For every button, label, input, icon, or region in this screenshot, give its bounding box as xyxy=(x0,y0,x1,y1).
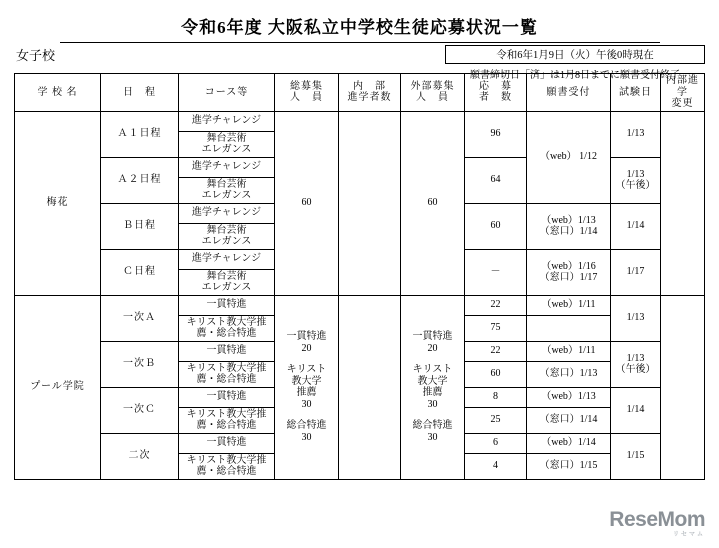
course-cell xyxy=(179,131,275,157)
change-baika xyxy=(661,111,705,295)
col-internal xyxy=(339,74,401,112)
col-applicants-line1: 応 募 xyxy=(479,80,512,92)
school-name-pool: プール学院 xyxy=(15,295,101,479)
course-line2: エレガンス xyxy=(201,190,252,201)
course-line1: キリスト教大学推 xyxy=(186,454,267,466)
col-internal-line2: 進学者数 xyxy=(347,92,392,104)
course-cell xyxy=(179,361,275,387)
table-row xyxy=(15,295,705,315)
receipt-pool-6: （web）1/14 xyxy=(527,433,611,453)
asof-date: 令和6年1月9日（火）午後0時現在 xyxy=(445,45,705,64)
col-change-line2: 変更 xyxy=(671,98,694,109)
course-cell: 一貫特進 xyxy=(179,387,275,407)
total-pool-g1b: 20 xyxy=(301,342,312,354)
exam-1a: 1/13 xyxy=(611,295,661,341)
col-total-line2: 人 員 xyxy=(290,92,323,104)
applications-table xyxy=(14,73,705,480)
watermark xyxy=(609,508,705,538)
asof-block xyxy=(445,45,705,81)
col-external-line2: 人 員 xyxy=(416,92,449,104)
course-cell xyxy=(179,269,275,295)
course-line2: 薦・総合特進 xyxy=(196,420,257,431)
total-applicants-baika: 60 xyxy=(275,111,339,295)
ext-pool-g3a: 総合特進 xyxy=(412,420,453,431)
total-pool-g2a: キリスト xyxy=(286,364,327,375)
col-internal-line1: 内 部 xyxy=(353,80,386,92)
exam-a2-line2: （午後） xyxy=(615,180,656,191)
course-line1: キリスト教大学推 xyxy=(186,408,267,420)
receipt-pool-1: （web）1/11 xyxy=(527,295,611,315)
course-cell: 進学チャレンジ xyxy=(179,249,275,269)
applicants-a1: 96 xyxy=(465,111,527,157)
col-course: コース等 xyxy=(179,74,275,112)
schedule-2: 二次 xyxy=(101,433,179,479)
col-schedule: 日 程 xyxy=(101,74,179,112)
applicants-a2: 64 xyxy=(465,157,527,203)
course-cell xyxy=(179,453,275,479)
schedule-b: Ｂ日程 xyxy=(101,203,179,249)
receipt-pool-blank xyxy=(527,315,611,341)
asof-note: 願書締切日「済」は1月8日までに願書受付終了 xyxy=(470,70,680,81)
course-cell: 進学チャレンジ xyxy=(179,157,275,177)
school-name-baika: 梅花 xyxy=(15,111,101,295)
course-cell: 進学チャレンジ xyxy=(179,203,275,223)
ext-pool-g2a: キリスト xyxy=(412,364,453,375)
col-applicants-line2: 者 数 xyxy=(479,92,512,104)
course-line2: エレガンス xyxy=(201,144,252,155)
schedule-c: Ｃ日程 xyxy=(101,249,179,295)
gender-label: 女子校 xyxy=(16,48,56,63)
spacer xyxy=(276,410,337,420)
receipt-baika-c xyxy=(527,249,611,295)
applicants-b: 60 xyxy=(465,203,527,249)
applicants-1b-1: 22 xyxy=(465,341,527,361)
applicants-1a-2: 75 xyxy=(465,315,527,341)
total-pool-g3a: 総合特進 xyxy=(286,420,327,431)
course-cell: 一貫特進 xyxy=(179,295,275,315)
exam-1b-line1: 1/13 xyxy=(626,352,645,364)
total-pool-g1a: 一貫特進 xyxy=(286,331,327,342)
col-receipt: 願書受付 xyxy=(527,74,611,112)
receipt-baika-a: （web） 1/12 xyxy=(527,111,611,203)
ext-pool-g1a: 一貫特進 xyxy=(412,331,453,342)
course-line1: キリスト教大学推 xyxy=(186,316,267,328)
applicants-1c-1: 8 xyxy=(465,387,527,407)
internal-pool xyxy=(339,295,401,479)
spacer xyxy=(402,354,463,364)
total-pool-g2c: 推薦 xyxy=(296,387,317,398)
total-pool-g2b: 教大学 xyxy=(291,375,322,387)
ext-pool-g2b: 教大学 xyxy=(417,375,448,387)
applicants-2-1: 6 xyxy=(465,433,527,453)
course-line2: エレガンス xyxy=(201,282,252,293)
receipt-pool-7: （窓口）1/15 xyxy=(527,453,611,479)
receipt-line1: （web）1/13 xyxy=(541,214,596,226)
applicants-1b-2: 60 xyxy=(465,361,527,387)
course-line1: 舞台芸術 xyxy=(206,132,247,144)
receipt-line1: （web）1/16 xyxy=(541,260,596,272)
schedule-a1: Ａ１日程 xyxy=(101,111,179,157)
course-line1: キリスト教大学推 xyxy=(186,362,267,374)
spacer xyxy=(402,410,463,420)
ext-pool-g3b: 30 xyxy=(427,431,438,443)
receipt-pool-5: （窓口）1/14 xyxy=(527,407,611,433)
applicants-2-2: 4 xyxy=(465,453,527,479)
receipt-line2: （窓口）1/14 xyxy=(539,226,598,237)
page-title: 令和6年度 大阪私立中学校生徒応募状況一覧 xyxy=(181,18,538,37)
watermark-text: ReseMom xyxy=(609,508,705,531)
ext-pool-g2c: 推薦 xyxy=(422,387,443,398)
course-line2: 薦・総合特進 xyxy=(196,374,257,385)
exam-a2-line1: 1/13 xyxy=(626,168,645,180)
internal-baika xyxy=(339,111,401,295)
course-line1: 舞台芸術 xyxy=(206,270,247,282)
col-external-line1: 外部募集 xyxy=(410,80,455,92)
receipt-line2: （窓口）1/17 xyxy=(539,272,598,283)
course-cell: 一貫特進 xyxy=(179,341,275,361)
col-total-line1: 総募集 xyxy=(290,80,323,92)
exam-a2 xyxy=(611,157,661,203)
receipt-pool-2: （web）1/11 xyxy=(527,341,611,361)
exam-c: 1/17 xyxy=(611,249,661,295)
table-row xyxy=(15,111,705,131)
receipt-pool-4: （web）1/13 xyxy=(527,387,611,407)
col-exam-date: 試験日 xyxy=(611,74,661,112)
applicants-1c-2: 25 xyxy=(465,407,527,433)
schedule-1c: 一次Ｃ xyxy=(101,387,179,433)
course-cell xyxy=(179,177,275,203)
external-pool xyxy=(401,295,465,479)
ext-pool-g1b: 20 xyxy=(427,342,438,354)
applicants-1a-1: 22 xyxy=(465,295,527,315)
schedule-1b: 一次Ｂ xyxy=(101,341,179,387)
spacer xyxy=(276,354,337,364)
exam-b: 1/14 xyxy=(611,203,661,249)
course-cell xyxy=(179,407,275,433)
exam-2: 1/15 xyxy=(611,433,661,479)
change-pool xyxy=(661,295,705,479)
ext-pool-g2d: 30 xyxy=(427,398,438,410)
col-total xyxy=(275,74,339,112)
course-cell: 一貫特進 xyxy=(179,433,275,453)
watermark-sub: リセマム xyxy=(673,532,705,538)
course-line2: エレガンス xyxy=(201,236,252,247)
course-cell xyxy=(179,315,275,341)
external-baika: 60 xyxy=(401,111,465,295)
total-pool-g3b: 30 xyxy=(301,431,312,443)
exam-1c: 1/14 xyxy=(611,387,661,433)
exam-a1: 1/13 xyxy=(611,111,661,157)
asof-area xyxy=(0,43,719,81)
applicants-c: － xyxy=(465,249,527,295)
schedule-1a: 一次Ａ xyxy=(101,295,179,341)
receipt-pool-3: （窓口）1/13 xyxy=(527,361,611,387)
course-cell: 進学チャレンジ xyxy=(179,111,275,131)
col-school: 学 校 名 xyxy=(15,74,101,112)
course-line1: 舞台芸術 xyxy=(206,178,247,190)
exam-1b xyxy=(611,341,661,387)
receipt-baika-b xyxy=(527,203,611,249)
course-line1: 舞台芸術 xyxy=(206,224,247,236)
exam-1b-line2: （午後） xyxy=(615,364,656,375)
total-pool-g2d: 30 xyxy=(301,398,312,410)
course-cell xyxy=(179,223,275,249)
course-line2: 薦・総合特進 xyxy=(196,466,257,477)
col-change-line1: 内部進学 xyxy=(666,75,699,98)
course-line2: 薦・総合特進 xyxy=(196,328,257,339)
schedule-a2: Ａ２日程 xyxy=(101,157,179,203)
total-applicants-pool xyxy=(275,295,339,479)
